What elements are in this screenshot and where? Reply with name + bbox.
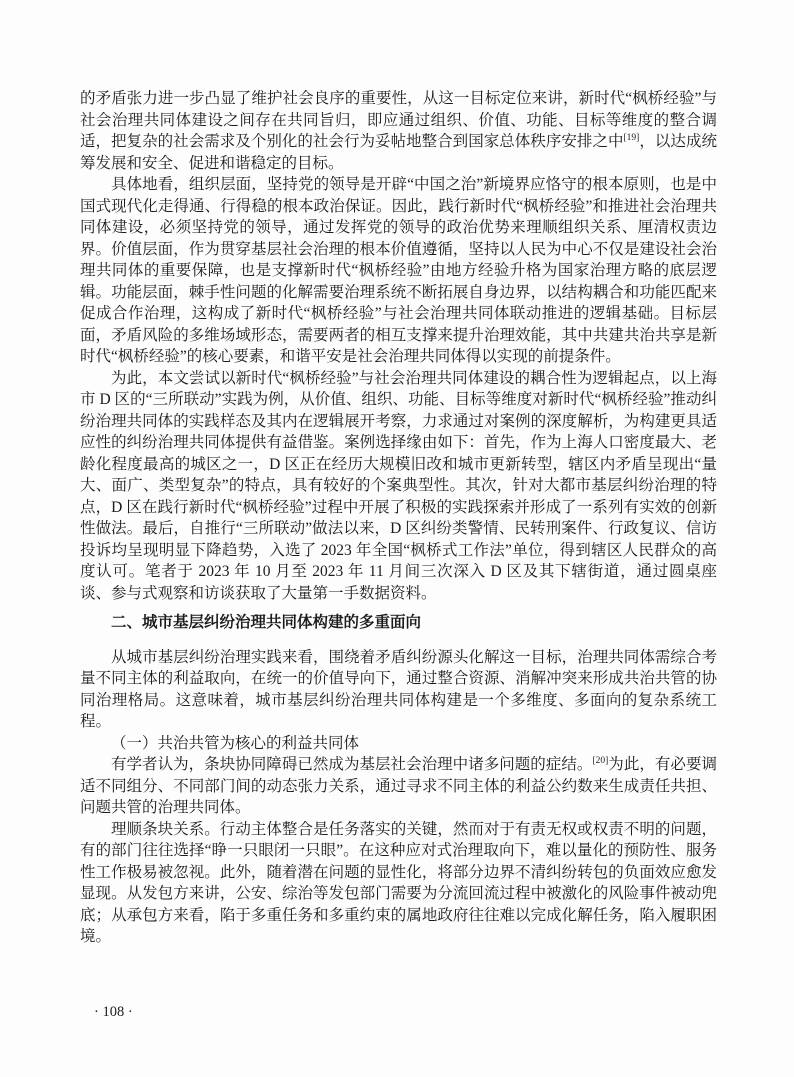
page-text-body [80, 88, 717, 948]
paragraph-organization-level: 具体地看，组织层面，坚持党的领导是开辟“中国之治”新境界应恪守的根本原则，也是中国式现代化走得通、行得稳的根本政治保证。因此，践行新时代“枫桥经验”和推进社会治理共同体建设，必须坚持党的领导，通过发挥党的领导的政治优势来理顺组织关系、厘清权责边界。价值层面，作为贯穿基层社会治理的根本价值遵循，坚持以人民为中心不仅是建设社会治理共同体的重要保障，也是支撑新时代“枫桥经验”由地方经验升格为国家治理方略的底层逻辑。功能层面，棘手性问题的化解需要治理系统不断拓展自身边界，以结构耦合和功能匹配来促成合作治理，这构成了新时代“枫桥经验”与社会治理共同体联动推进的逻辑基础。目标层面，矛盾风险的多维场域形态，需要两者的相互支撑来提升治理效能，其中共建共治共享是新时代“枫桥经验”的核心要素，和谐平安是社会治理共同体得以实现的前提条件。 [80, 176, 717, 365]
paragraph-scholar-view [80, 754, 717, 819]
footnote-ref-20: [20] [592, 755, 609, 766]
subsection-heading-1: （一）共治共管为核心的利益共同体 [111, 734, 360, 752]
page-footer [94, 1003, 133, 1021]
paragraph-text: 为此，有必要调适不同组分、不同部门间的动态张力关系，通过寻求不同主体的利益公约数来生成责任共担、问题共管的治理共同体。 [80, 756, 717, 816]
paragraph-text: ，以达成统筹发展和安全、促进和谐稳定的目标。 [80, 133, 717, 172]
paragraph-tiao-kuai-relations: 理顺条块关系。行动主体整合是任务落实的关键，然而对于有责无权或权责不明的问题，有的部门往往选择“睁一只眼闭一只眼”。在这种应对式治理取向下，难以量化的预防性、服务性工作极易被忽视。此外，随着潜在问题的显性化，将部分边界不清纠纷转包的负面效应愈发显现。从发包方来讲，公安、综治等发包部门需要为分流回流过程中被激化的风险事件被动兜底；从承包方来看，陷于多重任务和多重约束的属地政府往往难以完成化解任务，陷入履职困境。 [80, 820, 717, 945]
paragraph-case-selection: 为此，本文尝试以新时代“枫桥经验”与社会治理共同体建设的耦合性为逻辑起点，以上海市 D 区的“三所联动”实践为例，从价值、组织、功能、目标等维度对新时代“枫桥经验”推动纠纷治理共同体的实践样态及其内在逻辑展开考察，力求通过对案例的深度解析，为构建更具适应性的纠纷治理共同体提供有益借鉴。案例选择缘由如下：首先，作为上海人口密度最大、老龄化程度最高的城区之一，D 区正在经历大规模旧改和城市更新转型，辖区内矛盾呈现出“量大、面广、类型复杂”的特点，具有较好的个案典型性。其次，针对大都市基层纠纷治理的特点，D 区在践行新时代“枫桥经验”过程中开展了积极的实践探索并形成了一系列有实效的创新性做法。最后，自推行“三所联动”做法以来，D 区纠纷类警情、民转刑案件、行政复议、信访投诉均呈现明显下降趋势，入选了 2023 年全国“枫桥式工作法”单位，得到辖区人民群众的高度认可。笔者于 2023 年 10 月至 2023 年 11 月间三次深入 D 区及其下辖街道，通过圆桌座谈、参与式观察和访谈获取了大量第一手数据资料。 [80, 369, 717, 602]
paragraph-section-intro: 从城市基层纠纷治理实践来看，围绕着矛盾纠纷源头化解这一目标，治理共同体需综合考量不同主体的利益取向，在统一的价值导向下，通过整合资源、消解冲突来形成共治共管的协同治理格局。这意味着，城市基层纠纷治理共同体构建是一个多维度、多面向的复杂系统工程。 [80, 648, 717, 730]
page-number: · 108 · [94, 1004, 133, 1020]
paragraph-text: 的矛盾张力进一步凸显了维护社会良序的重要性，从这一目标定位来讲，新时代“枫桥经验”与社会治理共同体建设之间存在共同旨归，即应通过组织、价值、功能、目标等维度的整合调适，把复杂的社会需求及个别化的社会行为妥帖地整合到国家总体秩序安排之中 [80, 90, 717, 150]
paragraph-continuation [80, 88, 717, 174]
footnote-ref-19: [19] [623, 132, 640, 143]
section-heading-2: 二、城市基层纠纷治理共同体构建的多重面向 [111, 614, 422, 631]
paragraph-text: 有学者认为，条块协同障碍已然成为基层社会治理中诸多问题的症结。 [111, 756, 593, 773]
